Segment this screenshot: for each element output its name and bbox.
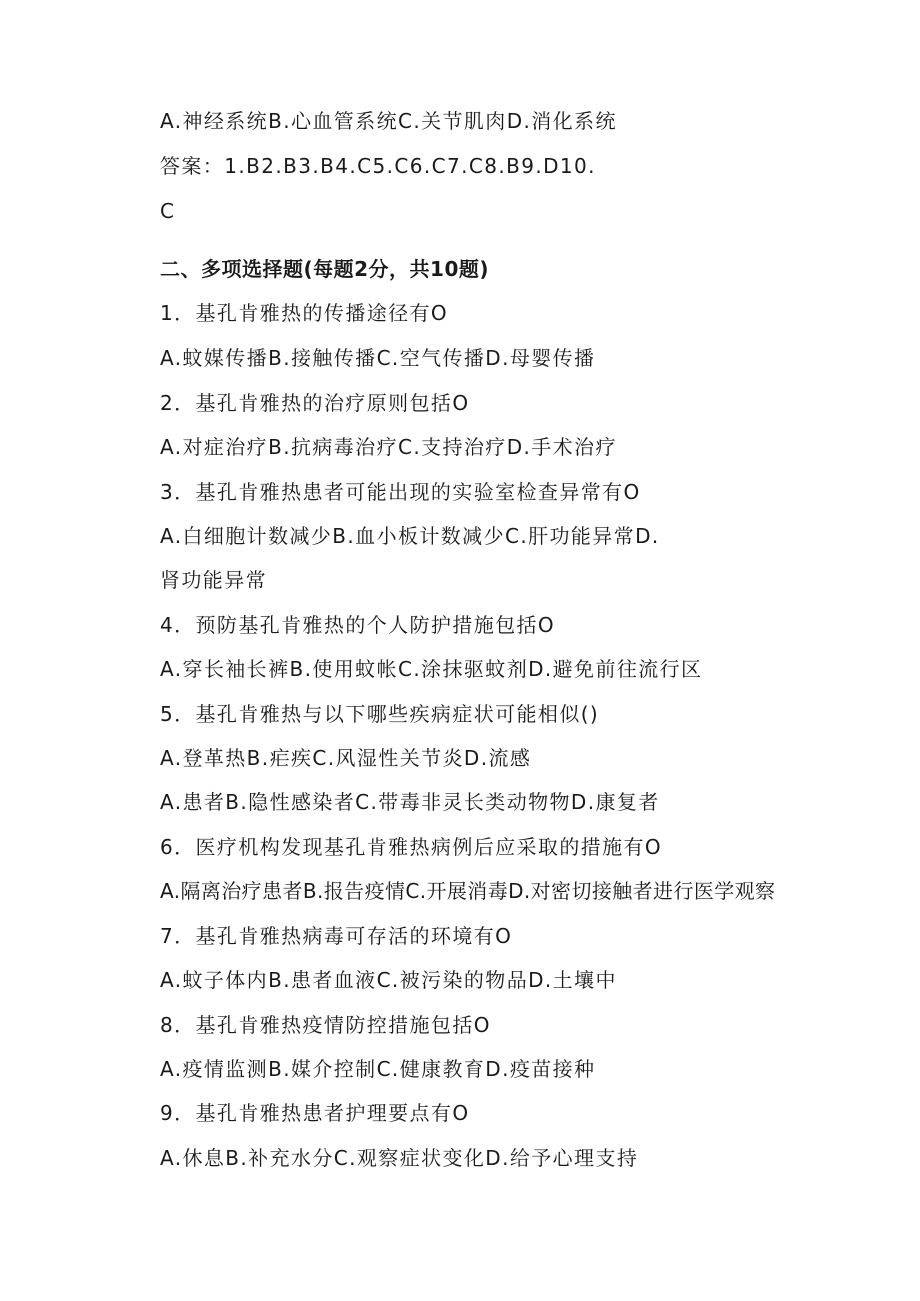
question-4: 4．预防基孔肯雅热的个人防护措施包括O [160,613,556,637]
section-heading: 二、多项选择题(每题2分，共10题) [160,257,490,281]
question-9-options: A.休息B.补充水分C.观察症状变化D.给予心理支持 [160,1146,639,1170]
question-5-options: A.登革热B.疟疾C.风湿性关节炎D.流感 [160,746,532,770]
question-5: 5．基孔肯雅热与以下哪些疾病症状可能相似() [160,702,600,726]
answer-key-line: 答案：1.B2.B3.B4.C5.C6.C7.C8.B9.D10. [160,154,596,178]
question-9: 9．基孔肯雅热患者护理要点有O [160,1101,470,1125]
question-8: 8．基孔肯雅热疫情防控措施包括O [160,1013,491,1037]
question-3-options-continuation: 肾功能异常 [160,568,267,592]
question-6: 6．医疗机构发现基孔肯雅热病例后应采取的措施有O [160,835,663,859]
question-2-options: A.对症治疗B.抗病毒治疗C.支持治疗D.手术治疗 [160,435,617,459]
question-3-options: A.白细胞计数减少B.血小板计数减少C.肝功能异常D. [160,524,660,548]
question-1-options: A.蚊媒传播B.接触传播C.空气传播D.母婴传播 [160,346,596,370]
question-3: 3．基孔肯雅热患者可能出现的实验室检查异常有O [160,480,641,504]
question-6-options: A.隔离治疗患者B.报告疫情C.开展消毒D.对密切接触者进行医学观察 [160,879,776,903]
question-7-options: A.蚊子体内B.患者血液C.被污染的物品D.土壤中 [160,968,617,992]
question-1: 1．基孔肯雅热的传播途径有O [160,301,449,325]
question-4-options: A.穿长袖长裤B.使用蚊帐C.涂抹驱蚊剂D.避免前往流行区 [160,657,703,681]
answer-key-continuation: C [160,199,176,223]
answer-options-line: A.神经系统B.心血管系统C.关节肌肉D.消化系统 [160,109,617,133]
question-7: 7．基孔肯雅热病毒可存活的环境有O [160,924,513,948]
question-2: 2．基孔肯雅热的治疗原则包括O [160,391,470,415]
question-8-options: A.疫情监测B.媒介控制C.健康教育D.疫苗接种 [160,1057,596,1081]
question-5-extra-options: A.患者B.隐性感染者C.带毒非灵长类动物物D.康复者 [160,790,660,814]
